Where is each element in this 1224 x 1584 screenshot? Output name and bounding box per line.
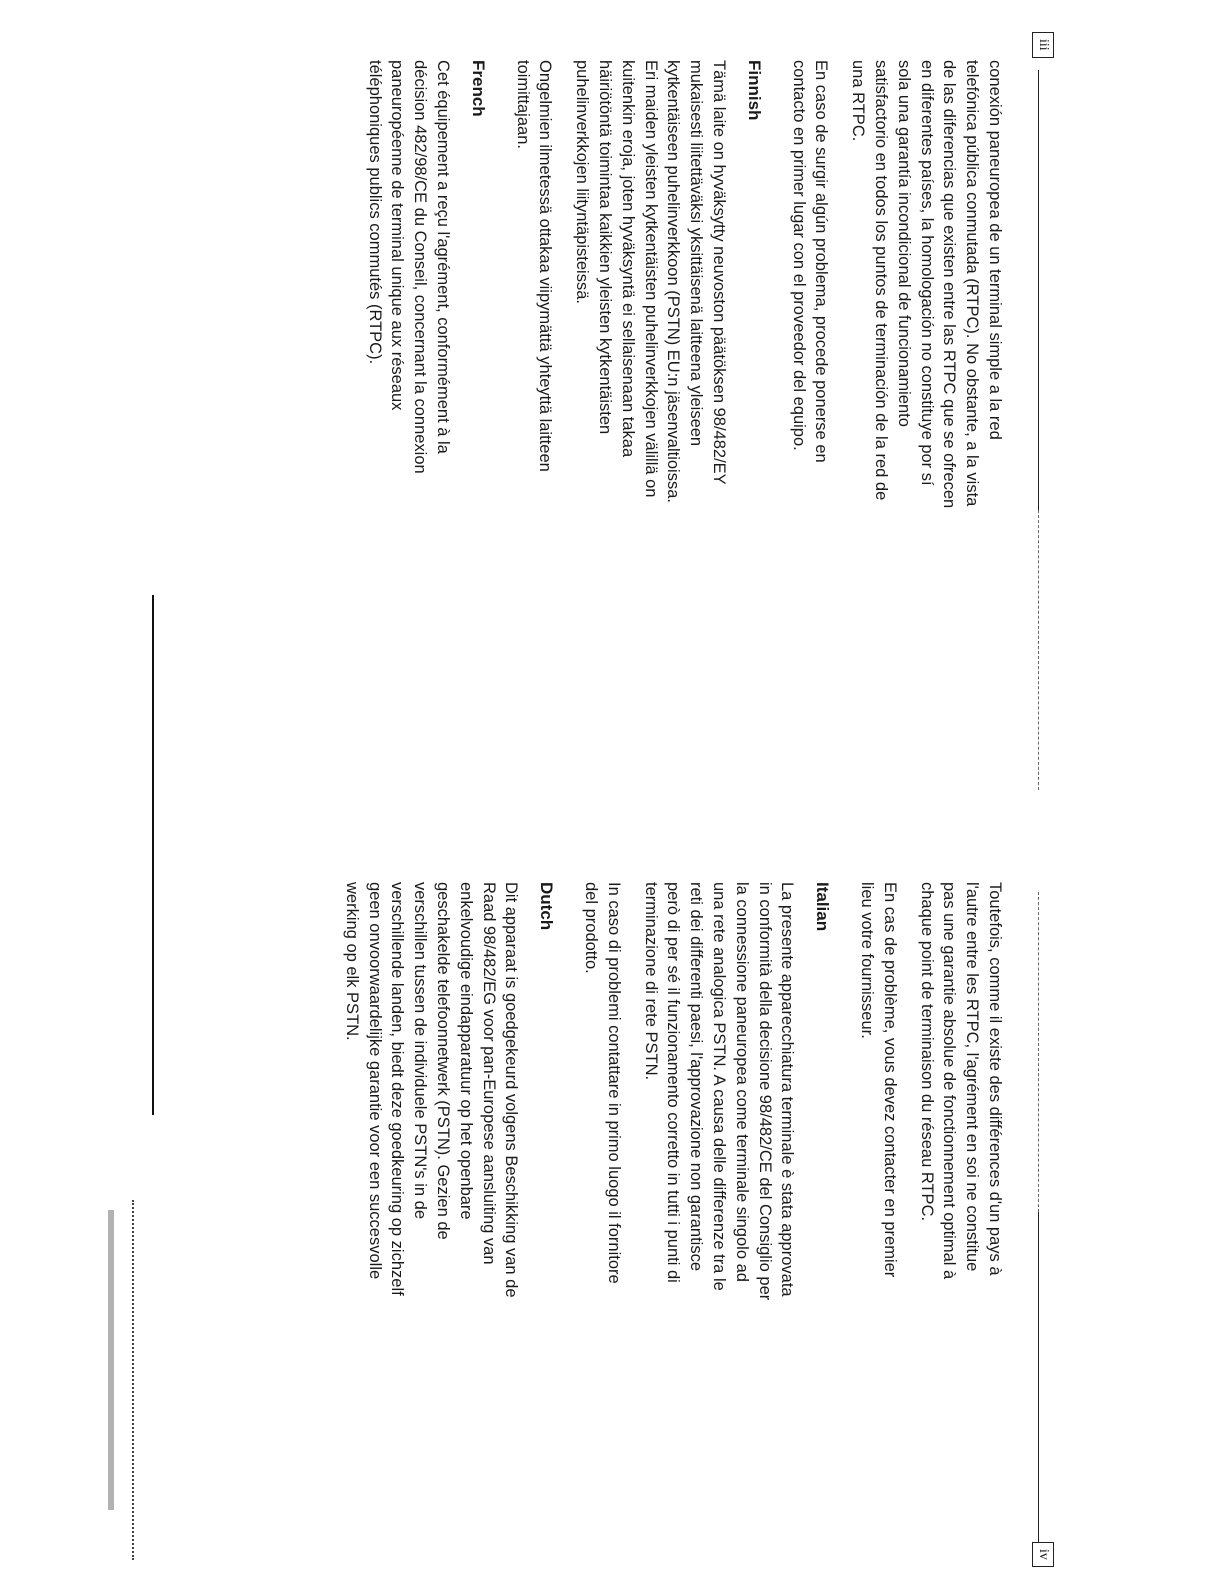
right-page (0, 792, 1224, 1584)
right-page-text (326, 882, 1006, 1302)
body-paragraph: In caso di problemi contattare in primo luogo il fornitore del prodotto. (582, 882, 623, 1284)
section-heading: Dutch (537, 882, 557, 931)
body-paragraph: En caso de surgir algún problema, procede ponerse en contacto en primer lugar con el proveedor del equipo. (789, 60, 831, 463)
page-number-iii: iii (1032, 32, 1054, 58)
body-paragraph: En cas de problème, vous devez contacter en premier lieu votre fournisseur. (858, 882, 899, 1278)
header-rule-right-dashed (1038, 892, 1039, 1212)
header-rule-left (1038, 70, 1039, 510)
header-rule-left-dashed (1038, 510, 1039, 790)
section-heading: Italian (813, 882, 833, 932)
body-paragraph: La presente apparecchiatura terminale è stata approvata in conformità della decisione 98/482/CE del Consiglio per la connessione paneuropea come terminale singolo ad una rete analogica PSTN. A causa delle differenze tra le reti dei differenti paesi, l'approvazione non garantisce però di per sé il funzionamento corretto in tutti i punti di terminazione di rete PSTN. (641, 882, 797, 1301)
section-heading: French (468, 60, 488, 117)
body-paragraph: Tämä laite on hyväksytty neuvoston päätöksen 98/482/EY mukaisesti liitettäväksi yksittäisenä laitteena yleiseen kytkentäiseen puhelinverkkoon (PSTN) EU:n jäsenvaltioissa. Eri maiden yleisten kytkentäisten puhelinverkkojen välillä on kuitenkin eroja, joten hyväksyntä ei sellaisenaan takaa häiriötöntä toimintaa kaikkien yleisten kytkentäisten puhelinverkkojen liityntäpisteissä. (573, 60, 729, 503)
body-paragraph: Cet équipement a reçu l'agrément, conformément à la décision 482/98/CE du Conseil, concernant la connexion paneuropéenne de terminal unique aux réseaux téléphoniques publics commutés (RTPC). (365, 60, 453, 474)
left-page-text (349, 60, 1006, 510)
page-number-iv: iv (1032, 1542, 1054, 1567)
header-rule-right (1038, 1212, 1039, 1542)
scan-speckle-band (108, 1210, 114, 1510)
body-paragraph: conexión paneuropea de un terminal simple a la red telefónica pública conmutada (RTPC). No obstante, a la vista de las diferencias que existen entre las RTPC que se ofrecen en diferentes países, la homologación no constituye por sí sola una garantía incondicional de funcionamiento satisfactorio en todos los puntos de terminación de la red de una RTPC. (849, 60, 1004, 509)
section-heading: Finnish (744, 60, 764, 121)
scan-edge-noise (132, 1200, 134, 1560)
body-paragraph: Ongelmien ilmetessä ottakaa viipymättä yhteyttä laitteen toimittajaan. (513, 60, 555, 472)
body-paragraph: Dit apparaat is goedgekeurd volgens Beschikking van de Raad 98/482/EG voor pan-Europese aansluiting van enkelvoudige eindapparatuur op het openbare geschakelde telefoonnetwerk (PSTN). Gezien de verschillen tussen de individuele PSTN's in de verschillende landen, biedt deze goedkeuring op zichzelf geen onvoorwaardelijke garantie voor een succesvolle werking op elk PSTN. (342, 882, 521, 1298)
body-paragraph: Toutefois, comme il existe des différences d'un pays à l'autre entre les RTPC, l'agrément en soi ne constitue pas une garantie absolue de fonctionnement optimal à chaque point de terminaison du réseau RTPC. (917, 882, 1004, 1280)
